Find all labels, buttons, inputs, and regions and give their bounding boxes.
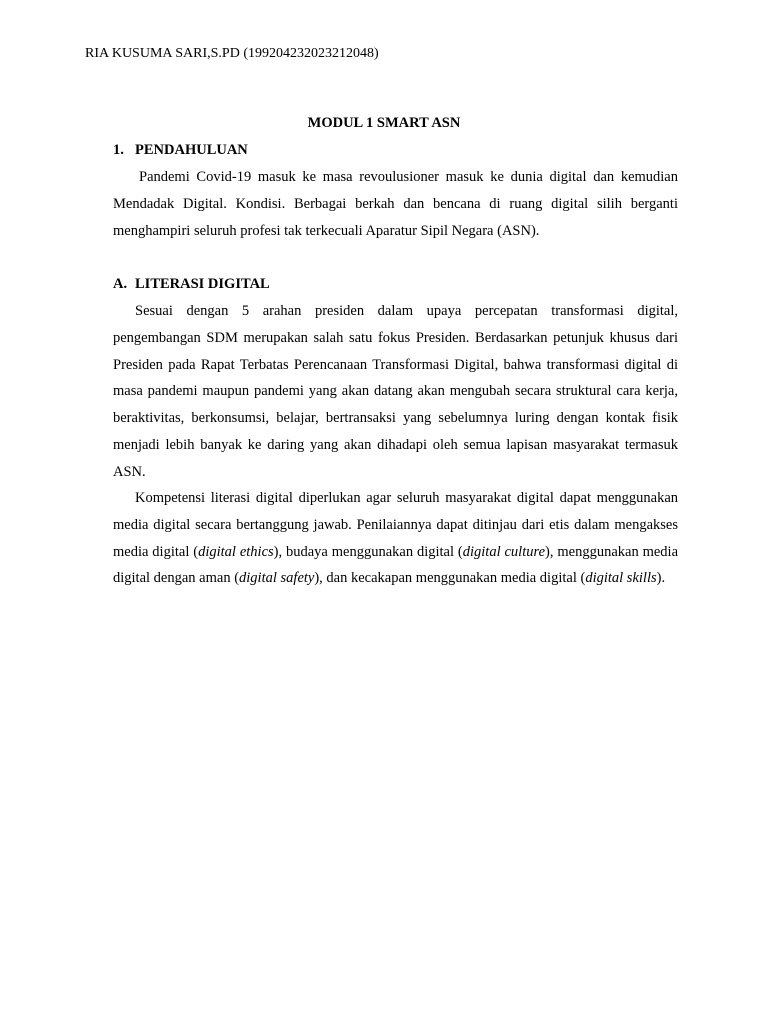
text-run: ), dan kecakapan menggunakan media digital ( [314, 570, 586, 587]
section-heading-pendahuluan [113, 141, 248, 159]
text-run: ), budaya menggunakan digital ( [273, 543, 463, 560]
term-digital-ethics: digital ethics [198, 543, 274, 560]
paragraph-literasi-2 [113, 485, 678, 592]
paragraph-pendahuluan: Pandemi Covid-19 masuk ke masa revoulusioner masuk ke dunia digital dan kemudian Mendadak Digital. Kondisi. Berbagai berkah dan bencana di ruang digital silih berganti menghampiri seluruh profesi tak terkecuali Aparatur Sipil Negara (ASN). [113, 169, 678, 239]
document-title: MODUL 1 SMART ASN [307, 115, 461, 131]
paragraph-literasi-1: Sesuai dengan 5 arahan presiden dalam upaya percepatan transformasi digital, pengembangan SDM merupakan salah satu fokus Presiden. Berdasarkan petunjuk khusus dari Presiden pada Rapat Terbatas Perencanaan Transformasi Digital, bahwa transformasi digital di masa pandemi maupun pandemi yang akan datang akan mengubah secara struktural cara kerja, beraktivitas, berkonsumsi, belajar, bertransaksi yang sebelumnya luring dengan kontak fisik menjadi lebih banyak ke daring yang akan dihadapi oleh semua lapisan masyarakat termasuk ASN. [113, 303, 678, 480]
term-digital-skills: digital skills [585, 570, 657, 587]
text-run: ), menggunakan media digital dengan aman ( [113, 543, 678, 587]
author-header: RIA KUSUMA SARI,S.PD (199204232023212048) [85, 46, 379, 61]
section-number: 1. [113, 142, 124, 158]
term-digital-safety: digital safety [239, 570, 315, 587]
section-title: PENDAHULUAN [135, 142, 248, 158]
text-run: ). [656, 570, 666, 587]
term-digital-culture: digital culture [462, 543, 546, 560]
section-title: LITERASI DIGITAL [135, 276, 270, 292]
section-heading-literasi-digital [113, 275, 270, 293]
section-number: A. [113, 276, 128, 292]
text-run: Kompetensi literasi digital diperlukan agar seluruh masyarakat digital dapat menggunakan media digital secara bertanggung jawab. Penilaiannya dapat ditinjau dari etis dalam mengakses media digital ( [113, 490, 678, 560]
